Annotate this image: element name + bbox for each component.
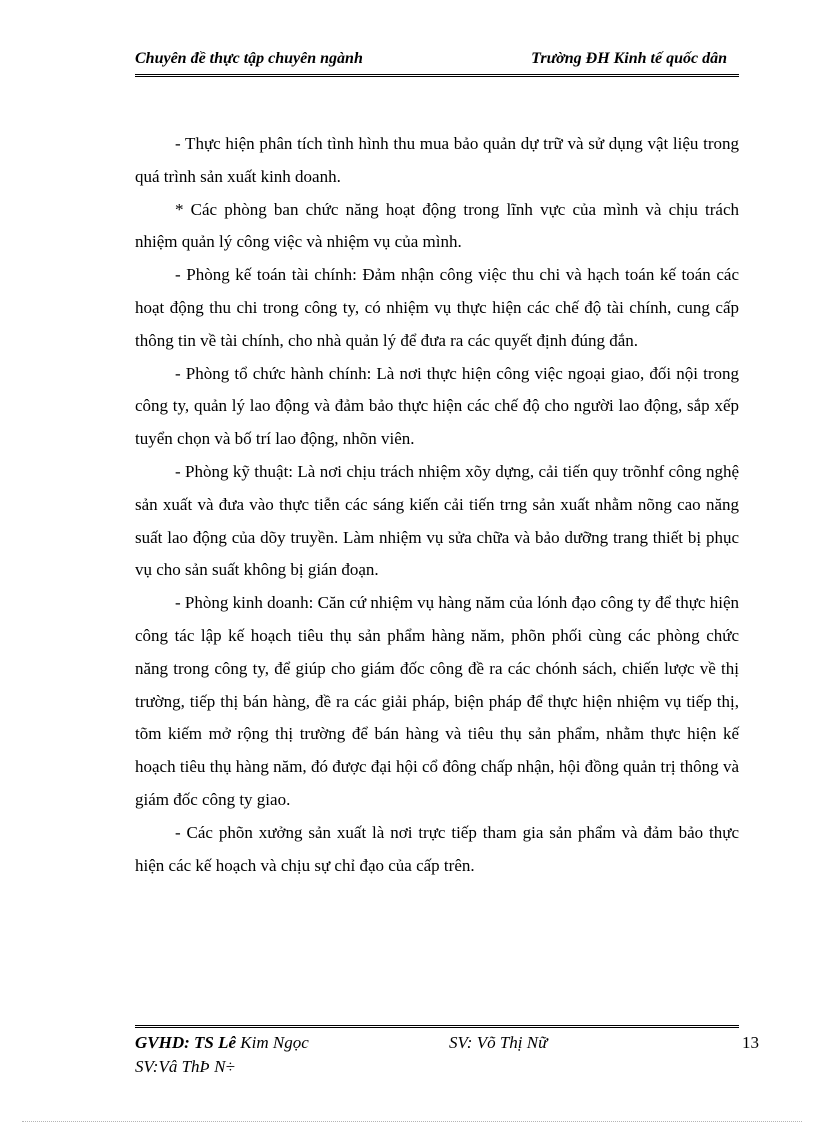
- paragraph-admin-department: - Phòng tổ chức hành chính: Là nơi thực hiện công việc ngoại giao, đối nội trong công ty, quản lý lao động và đảm bảo thực hiện các chế độ cho người lao động, sắp xếp tuyển chọn và bố trí lao động, nhõn viên.: [135, 363, 739, 449]
- footer-student: SV: Võ Thị Nữ: [449, 1033, 548, 1052]
- page-bottom-edge: [22, 1121, 802, 1122]
- footer-supervisor: [135, 1033, 309, 1053]
- header-university: Trường ĐH Kinh tế quốc dân: [531, 50, 727, 67]
- footer-supervisor-label: GVHD: TS Lê: [135, 1033, 237, 1052]
- footer-supervisor-name: Kim Ngọc: [236, 1033, 309, 1052]
- footer-student-legacy: SV:Vâ ThÞ N÷: [135, 1057, 235, 1076]
- header-divider: [135, 74, 739, 77]
- page-number: 13: [742, 1033, 759, 1052]
- header-course-title: Chuyên đề thực tập chuyên ngành: [135, 50, 363, 67]
- paragraph-business-department: - Phòng kinh doanh: Căn cứ nhiệm vụ hàng năm của lónh đạo công ty để thực hiện công tác lập kế hoạch tiêu thụ sản phẩm hàng năm, phõn phối cùng các phòng chức năng trong công ty, để giúp cho giám đốc công đề ra các chónh sách, chiến lược về thị trường, tiếp thị bán hàng, đề ra các giải pháp, biện pháp để thực hiện nhiệm vụ tiếp thị, tõm kiếm mở rộng thị trường để bán hàng và tiêu thụ sản phẩm, nhằm thực hiện kế hoạch tiêu thụ hàng năm, đó được đại hội cổ đông chấp nhận, hội đồng quản trị thông và giám đốc công ty giao.: [135, 593, 739, 809]
- body-text: [135, 128, 739, 882]
- paragraph-technical-department: - Phòng kỹ thuật: Là nơi chịu trách nhiệm xõy dựng, cải tiến quy trõnhf công nghệ sản xuất và đưa vào thực tiễn các sáng kiến cải tiến trng sản xuất nhằm nõng cao năng suất lao động của dõy truyền. Làm nhiệm vụ sửa chữa và bảo dưỡng trang thiết bị phục vụ cho sản suất không bị gián đoạn.: [135, 461, 739, 580]
- paragraph-functional-departments: * Các phòng ban chức năng hoạt động trong lĩnh vực của mình và chịu trách nhiệm quản lý công việc và nhiệm vụ của mình.: [135, 199, 739, 252]
- page-header: [135, 46, 739, 72]
- paragraph-finance-department: - Phòng kế toán tài chính: Đảm nhận công việc thu chi và hạch toán kế toán các hoạt động thu chi trong công ty, có nhiệm vụ thực hiện các chế độ tài chính, cung cấp thông tin về tài chính, cho nhà quản lý để đưa ra các quyết định đúng đắn.: [135, 265, 739, 350]
- footer-divider: [135, 1025, 739, 1028]
- paragraph-material-analysis: - Thực hiện phân tích tình hình thu mua bảo quản dự trữ và sử dụng vật liệu trong quá trình sản xuất kinh doanh.: [135, 134, 739, 186]
- paragraph-workshops: - Các phõn xưởng sản xuất là nơi trực tiếp tham gia sản phẩm và đảm bảo thực hiện các kế hoạch và chịu sự chỉ đạo của cấp trên.: [135, 822, 739, 875]
